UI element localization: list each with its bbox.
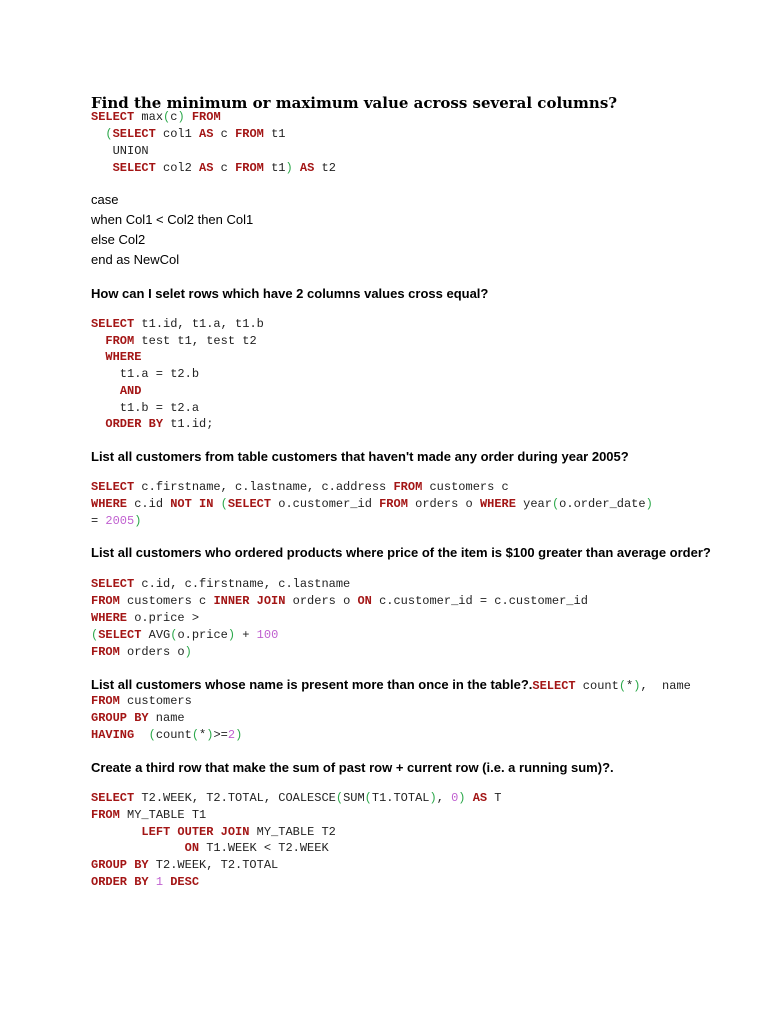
sql-paren: ( xyxy=(364,791,372,805)
sql-text: o.price xyxy=(177,628,228,642)
code-line xyxy=(91,497,653,511)
sql-keyword: AS xyxy=(472,791,488,805)
sql-text: c xyxy=(170,110,178,124)
sql-text: orders o xyxy=(285,594,358,608)
sql-text: t2 xyxy=(314,161,336,175)
sql-number: 2 xyxy=(227,728,236,742)
sql-keyword: NOT IN xyxy=(170,497,214,511)
code-line xyxy=(91,841,329,855)
sql-keyword: FROM xyxy=(105,334,135,348)
sql-keyword: FROM xyxy=(393,480,423,494)
sql-text xyxy=(91,350,105,364)
sql-keyword: ON xyxy=(184,841,200,855)
question-heading: List all customers whose name is present more than once in the table?. xyxy=(91,677,533,692)
sql-text: max xyxy=(141,110,164,124)
sql-keyword: FROM xyxy=(191,110,221,124)
sql-text: c.id xyxy=(127,497,171,511)
sql-keyword: FROM xyxy=(91,594,120,608)
sql-paren: ( xyxy=(170,628,178,642)
sql-text: , xyxy=(436,791,452,805)
sql-paren: ( xyxy=(91,628,99,642)
sql-number: 0 xyxy=(451,791,459,805)
sql-text: customers xyxy=(119,694,192,708)
sql-text: UNION xyxy=(91,144,149,158)
sql-text xyxy=(185,110,192,124)
code-line xyxy=(91,161,336,175)
sql-paren: ( xyxy=(191,728,200,742)
sql-paren: ) xyxy=(633,679,641,693)
sql-text: >= xyxy=(213,728,228,742)
code-line xyxy=(91,858,278,872)
sql-keyword: FROM xyxy=(91,694,120,708)
sql-text xyxy=(213,497,220,511)
sql-text: * xyxy=(199,728,207,742)
sql-text: T1.WEEK < T2.WEEK xyxy=(199,841,329,855)
sql-paren: ) xyxy=(458,791,466,805)
sql-text: * xyxy=(626,679,634,693)
sql-text: t1.b = t2.a xyxy=(91,401,200,415)
code-line xyxy=(91,791,502,805)
sql-paren: ) xyxy=(206,728,214,742)
sql-keyword: ORDER BY xyxy=(91,875,149,889)
code-line xyxy=(91,645,192,659)
sql-text: count xyxy=(575,679,619,693)
sql-keyword: AS xyxy=(199,161,214,175)
sql-keyword: AS xyxy=(199,127,214,141)
sql-text: col1 xyxy=(155,127,200,141)
code-line xyxy=(91,144,149,158)
code-line xyxy=(91,577,350,591)
sql-paren: ( xyxy=(618,679,627,693)
sql-paren: ) xyxy=(645,497,653,511)
sql-paren: ) xyxy=(134,514,142,528)
sql-keyword: SELECT xyxy=(98,628,142,642)
sql-paren: ( xyxy=(220,497,228,511)
code-line xyxy=(532,679,690,693)
sql-text: c xyxy=(213,161,236,175)
sql-keyword: INNER JOIN xyxy=(213,594,286,608)
sql-keyword: AS xyxy=(299,161,315,175)
sql-paren: ( xyxy=(148,728,156,742)
sql-text: AVG xyxy=(141,628,171,642)
sql-text: name xyxy=(148,711,185,725)
code-line xyxy=(91,384,141,398)
sql-text: count xyxy=(155,728,192,742)
sql-text xyxy=(293,161,300,175)
sql-text: t1.id; xyxy=(163,417,214,431)
sql-text: c.firstname, c.lastname, c.address xyxy=(134,480,394,494)
sql-text: t1.a = t2.b xyxy=(91,367,200,381)
text-line: when Col1 < Col2 then Col1 xyxy=(91,212,254,227)
code-line xyxy=(91,728,242,742)
question-heading: Create a third row that make the sum of past row + current row (i.e. a running sum)?. xyxy=(91,760,614,775)
sql-keyword: SELECT xyxy=(91,791,135,805)
question-heading: How can I selet rows which have 2 columns values cross equal? xyxy=(91,286,489,301)
code-line xyxy=(91,808,206,822)
code-line xyxy=(91,110,221,124)
sql-paren: ) xyxy=(227,628,236,642)
sql-text: MY_TABLE T2 xyxy=(249,825,336,839)
sql-keyword: WHERE xyxy=(91,497,128,511)
code-line xyxy=(91,317,264,331)
sql-keyword: ORDER BY xyxy=(105,417,164,431)
sql-keyword: FROM xyxy=(91,808,120,822)
inline-question-row xyxy=(91,676,691,694)
page-title: Find the minimum or maximum value across several columns? xyxy=(91,94,618,112)
sql-text xyxy=(91,161,113,175)
code-line xyxy=(91,711,185,725)
sql-keyword: WHERE xyxy=(91,611,128,625)
sql-text xyxy=(91,334,105,348)
sql-keyword: SELECT xyxy=(227,497,272,511)
sql-keyword: AND xyxy=(119,384,142,398)
sql-text: , name xyxy=(640,679,691,693)
sql-keyword: FROM xyxy=(235,161,264,175)
sql-keyword: WHERE xyxy=(479,497,516,511)
sql-keyword: SELECT xyxy=(112,127,156,141)
sql-keyword: SELECT xyxy=(91,317,135,331)
sql-text: T2.WEEK, T2.TOTAL xyxy=(148,858,279,872)
sql-text: + xyxy=(235,628,257,642)
code-line xyxy=(91,480,509,494)
sql-keyword: LEFT OUTER JOIN xyxy=(141,825,250,839)
sql-paren: ) xyxy=(235,728,243,742)
sql-text: customers c xyxy=(119,594,214,608)
sql-paren: ( xyxy=(163,110,171,124)
sql-paren: ( xyxy=(105,127,113,141)
sql-keyword: GROUP BY xyxy=(91,858,149,872)
code-line xyxy=(91,350,141,364)
sql-number: 100 xyxy=(256,628,279,642)
sql-text: MY_TABLE T1 xyxy=(119,808,207,822)
sql-text: T xyxy=(487,791,502,805)
sql-text: SUM xyxy=(343,791,365,805)
sql-text xyxy=(91,384,120,398)
sql-text: o.order_date xyxy=(559,497,646,511)
sql-text: year xyxy=(515,497,552,511)
sql-text: orders o xyxy=(119,645,185,659)
sql-text: c.id, c.firstname, c.lastname xyxy=(134,577,351,591)
sql-keyword: SELECT xyxy=(532,679,576,693)
code-line xyxy=(91,628,278,642)
sql-text: col2 xyxy=(155,161,200,175)
code-line xyxy=(91,611,199,625)
code-line xyxy=(91,417,213,431)
sql-keyword: WHERE xyxy=(105,350,142,364)
sql-number: 2005 xyxy=(105,514,135,528)
sql-text: = xyxy=(91,514,106,528)
sql-keyword: HAVING xyxy=(91,728,135,742)
sql-text: t1 xyxy=(263,161,286,175)
sql-keyword: SELECT xyxy=(91,110,142,124)
sql-paren: ( xyxy=(551,497,560,511)
sql-keyword: SELECT xyxy=(112,161,156,175)
code-line xyxy=(91,825,336,839)
text-line: case xyxy=(91,192,119,207)
sql-text: T1.TOTAL xyxy=(371,791,430,805)
sql-text xyxy=(466,791,473,805)
sql-text: t1.id, t1.a, t1.b xyxy=(134,317,264,331)
code-line xyxy=(91,401,199,415)
text-line: end as NewCol xyxy=(91,252,180,267)
code-line xyxy=(91,694,192,708)
sql-paren: ) xyxy=(184,645,192,659)
code-line xyxy=(91,127,285,141)
sql-text xyxy=(91,825,141,839)
sql-text: test t1, test t2 xyxy=(134,334,257,348)
code-line xyxy=(91,367,199,381)
sql-keyword: DESC xyxy=(170,875,200,889)
sql-text: o.price > xyxy=(127,611,200,625)
sql-text: o.customer_id xyxy=(271,497,380,511)
sql-keyword: FROM xyxy=(235,127,264,141)
sql-text: t1 xyxy=(263,127,286,141)
sql-keyword: GROUP BY xyxy=(91,711,149,725)
sql-keyword: SELECT xyxy=(91,577,135,591)
sql-keyword: FROM xyxy=(379,497,408,511)
sql-text xyxy=(91,417,105,431)
sql-text xyxy=(91,841,185,855)
sql-number: 1 xyxy=(155,875,164,889)
sql-text xyxy=(134,728,148,742)
sql-keyword: ON xyxy=(357,594,372,608)
code-line xyxy=(91,334,257,348)
sql-text: orders o xyxy=(407,497,480,511)
sql-text xyxy=(91,127,105,141)
sql-paren: ( xyxy=(335,791,344,805)
question-heading: List all customers who ordered products where price of the item is $100 greater than average order? xyxy=(91,545,711,560)
sql-text: c.customer_id = c.customer_id xyxy=(371,594,588,608)
text-line: else Col2 xyxy=(91,232,146,247)
sql-text: customers c xyxy=(422,480,509,494)
sql-text: T2.WEEK, T2.TOTAL, COALESCE xyxy=(134,791,336,805)
sql-text xyxy=(149,875,156,889)
code-line xyxy=(91,594,588,608)
question-heading: List all customers from table customers that haven't made any order during year 2005? xyxy=(91,449,629,464)
sql-paren: ) xyxy=(285,161,293,175)
sql-keyword: FROM xyxy=(91,645,120,659)
sql-text: c xyxy=(213,127,236,141)
sql-paren: ) xyxy=(177,110,185,124)
sql-paren: ) xyxy=(429,791,437,805)
code-line xyxy=(91,514,141,528)
sql-keyword: SELECT xyxy=(91,480,135,494)
code-line xyxy=(91,875,199,889)
